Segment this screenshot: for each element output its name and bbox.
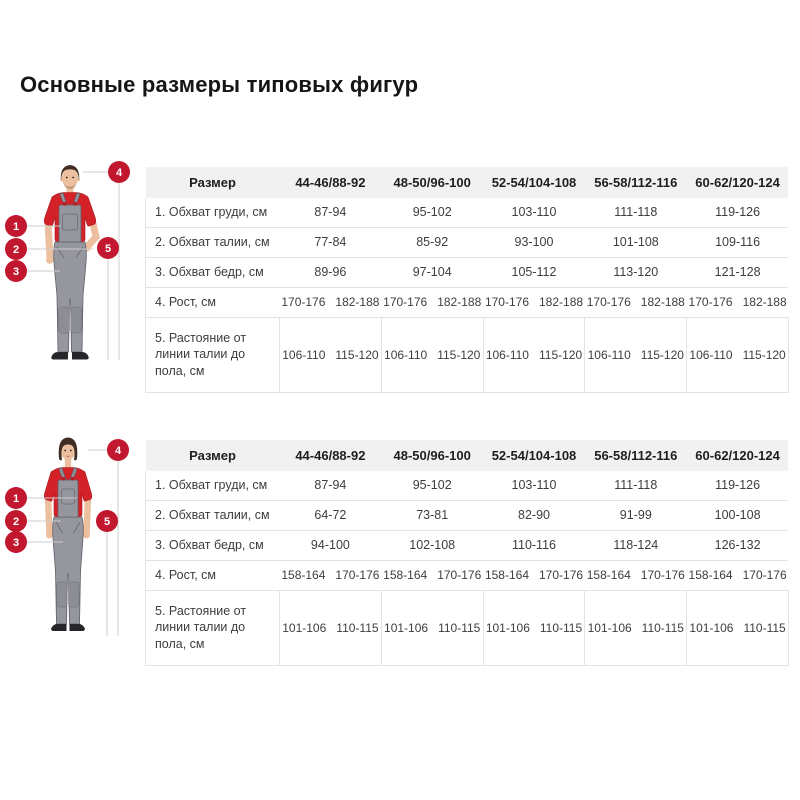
column-header-1: 44-46/88-92	[280, 167, 382, 198]
marker-3	[5, 531, 27, 553]
cell	[483, 287, 585, 317]
page-title: Основные размеры типовых фигур	[20, 72, 419, 97]
right-arm	[87, 498, 89, 533]
cell: 109-116	[687, 227, 789, 257]
height-value-a: 170-176	[688, 295, 733, 310]
women-hips-row	[146, 530, 789, 560]
height-value-b: 182-188	[640, 295, 685, 310]
left-knee-patch	[57, 582, 68, 607]
row-label: 4. Рост, см	[146, 560, 280, 590]
wtf-value-a: 106-110	[384, 347, 428, 362]
cell	[280, 317, 382, 393]
svg-text:4: 4	[115, 167, 123, 179]
height-value-a: 170-176	[586, 295, 631, 310]
left-eye	[66, 177, 68, 179]
woman-figure-drawing	[5, 414, 140, 639]
left-hand	[46, 532, 53, 539]
svg-text:3: 3	[12, 266, 20, 278]
women-figure-illustration	[5, 414, 140, 639]
marker-3	[5, 260, 27, 282]
cell: 111-118	[614, 205, 658, 220]
man-figure	[44, 165, 96, 360]
cell: 103-110	[511, 478, 557, 493]
height-value-b: 182-188	[437, 295, 482, 310]
wtf-value-b: 110-115	[743, 620, 786, 635]
left-strap-clip	[63, 202, 67, 206]
column-header-3: 52-54/104-108	[483, 440, 585, 471]
row-label: 3. Обхват бедр, см	[146, 530, 280, 560]
height-value-a: 170-176	[383, 295, 428, 310]
row-label: 4. Рост, см	[146, 287, 280, 317]
height-value-b: 170-176	[335, 568, 380, 583]
left-eye	[64, 450, 66, 452]
left-arm	[48, 498, 50, 533]
wtf-value-a: 106-110	[282, 347, 326, 362]
cell: 113-120	[585, 257, 687, 287]
cell: 94-100	[280, 530, 382, 560]
svg-text:1: 1	[12, 221, 20, 233]
wtf-value-a: 101-106	[689, 620, 734, 635]
left-shoe	[51, 624, 66, 631]
height-value-b: 182-188	[742, 295, 787, 310]
right-knee-patch	[71, 307, 82, 333]
svg-text:4: 4	[114, 445, 122, 457]
height-value-a: 158-164	[383, 568, 428, 583]
right-shoe	[70, 624, 85, 631]
right-eye	[72, 177, 74, 179]
column-header-1: 44-46/88-92	[280, 440, 382, 471]
cell	[280, 590, 382, 666]
height-value-b: 170-176	[539, 568, 584, 583]
cell	[585, 287, 687, 317]
row-label: 2. Обхват талии, см	[146, 227, 280, 257]
wtf-value-b: 115-120	[335, 347, 379, 362]
men-hips-row	[146, 257, 789, 287]
cell: 119-126	[715, 478, 761, 493]
men-waist-to-floor-row	[146, 317, 789, 393]
women-size-table	[145, 440, 789, 666]
cell	[280, 560, 382, 590]
right-shoe	[72, 352, 89, 360]
cell: 82-90	[483, 500, 585, 530]
row-label: 5. Растояние от линии талии до пола, см	[146, 590, 280, 666]
wtf-value-b: 110-115	[438, 620, 481, 635]
wtf-value-b: 110-115	[539, 620, 583, 635]
right-hand	[83, 532, 90, 539]
marker-5	[96, 510, 118, 532]
cell: 77-84	[280, 227, 382, 257]
wtf-value-b: 115-120	[437, 347, 481, 362]
marker-5	[97, 237, 119, 259]
cell: 95-102	[412, 478, 452, 493]
column-header-size: Размер	[146, 167, 280, 198]
cell: 110-116	[483, 530, 585, 560]
wtf-value-a: 106-110	[587, 347, 631, 362]
left-hand	[46, 256, 54, 264]
row-label: 3. Обхват бедр, см	[146, 257, 280, 287]
cell: 126-132	[687, 530, 789, 560]
cell	[585, 560, 687, 590]
height-value-a: 158-164	[281, 568, 326, 583]
cell: 121-128	[687, 257, 789, 287]
women-height-row	[146, 560, 789, 590]
right-strap-clip	[71, 477, 74, 480]
cell	[483, 560, 585, 590]
cell: 87-94	[314, 478, 347, 493]
height-value-a: 158-164	[484, 568, 529, 583]
svg-text:5: 5	[104, 243, 112, 255]
cell	[381, 317, 483, 393]
cell: 118-124	[585, 530, 687, 560]
wtf-value-b: 115-120	[640, 347, 684, 362]
cell: 87-94	[314, 205, 347, 220]
man-figure-drawing	[5, 141, 140, 366]
cell: 105-112	[483, 257, 585, 287]
height-value-a: 170-176	[484, 295, 529, 310]
cell: 100-108	[687, 500, 789, 530]
men-header-row	[146, 167, 789, 198]
cell	[280, 287, 382, 317]
height-value-b: 170-176	[437, 568, 482, 583]
column-header-3: 52-54/104-108	[483, 167, 585, 198]
cell	[381, 560, 483, 590]
height-value-a: 170-176	[281, 295, 326, 310]
women-chest-row	[146, 471, 789, 500]
cell	[381, 287, 483, 317]
women-waist-to-floor-row	[146, 590, 789, 666]
svg-text:1: 1	[12, 493, 20, 505]
left-strap-clip	[62, 477, 65, 480]
height-value-a: 158-164	[688, 568, 733, 583]
marker-4	[108, 161, 130, 183]
men-size-table	[145, 167, 789, 393]
cell	[585, 590, 687, 666]
marker-1	[5, 215, 27, 237]
wtf-value-a: 101-106	[587, 620, 632, 635]
overall-pants	[54, 242, 87, 352]
cell: 73-81	[381, 500, 483, 530]
wtf-value-a: 106-110	[485, 347, 529, 362]
woman-figure	[44, 438, 92, 632]
column-header-size: Размер	[146, 440, 280, 471]
row-label: 2. Обхват талии, см	[146, 500, 280, 530]
marker-4	[107, 439, 129, 461]
cell: 97-104	[381, 257, 483, 287]
cell	[483, 317, 585, 393]
column-header-4: 56-58/112-116	[585, 167, 687, 198]
cell: 111-118	[614, 478, 658, 493]
height-value-b: 182-188	[335, 295, 380, 310]
overall-pants	[53, 517, 84, 624]
cell	[585, 317, 687, 393]
wtf-value-b: 110-115	[641, 620, 684, 635]
cell: 93-100	[483, 227, 585, 257]
wtf-value-b: 115-120	[538, 347, 583, 362]
right-eye	[70, 450, 72, 452]
right-arm	[87, 223, 96, 247]
cell	[687, 287, 789, 317]
cell	[381, 590, 483, 666]
row-label: 5. Растояние от линии талии до пола, см	[146, 317, 280, 393]
marker-1	[5, 487, 27, 509]
cell: 95-102	[412, 205, 452, 220]
column-header-2: 48-50/96-100	[381, 440, 483, 471]
height-value-b: 170-176	[742, 568, 787, 583]
men-waist-row	[146, 227, 789, 257]
left-knee-patch	[59, 307, 70, 333]
women-waist-row	[146, 500, 789, 530]
cell	[687, 560, 789, 590]
column-header-5: 60-62/120-124	[687, 167, 789, 198]
right-strap-clip	[74, 202, 78, 206]
cell: 85-92	[381, 227, 483, 257]
column-header-2: 48-50/96-100	[381, 167, 483, 198]
men-figure-illustration	[5, 141, 140, 366]
cell: 64-72	[280, 500, 382, 530]
marker-2	[5, 510, 27, 532]
height-value-a: 158-164	[586, 568, 631, 583]
wtf-value-b: 115-120	[742, 347, 786, 362]
wtf-value-b: 110-115	[336, 620, 379, 635]
marker-2	[5, 238, 27, 260]
men-chest-row	[146, 198, 789, 227]
cell: 119-126	[715, 205, 761, 220]
women-header-row	[146, 440, 789, 471]
cell	[687, 317, 789, 393]
row-label: 1. Обхват груди, см	[146, 198, 280, 227]
men-height-row	[146, 287, 789, 317]
svg-text:2: 2	[12, 516, 20, 528]
wtf-value-a: 101-106	[282, 620, 327, 635]
cell: 89-96	[280, 257, 382, 287]
cell: 102-108	[381, 530, 483, 560]
svg-text:5: 5	[103, 516, 111, 528]
cell: 103-110	[511, 205, 557, 220]
height-value-b: 182-188	[539, 295, 584, 310]
wtf-value-a: 101-106	[485, 620, 530, 635]
height-value-b: 170-176	[640, 568, 685, 583]
column-header-5: 60-62/120-124	[687, 440, 789, 471]
row-label: 1. Обхват груди, см	[146, 471, 280, 500]
cell: 101-108	[585, 227, 687, 257]
left-shoe	[51, 352, 68, 360]
wtf-value-a: 101-106	[384, 620, 429, 635]
svg-text:3: 3	[12, 537, 20, 549]
left-arm	[48, 223, 50, 258]
cell	[687, 590, 789, 666]
wtf-value-a: 106-110	[689, 347, 733, 362]
cell	[483, 590, 585, 666]
cell: 91-99	[585, 500, 687, 530]
svg-text:2: 2	[12, 244, 20, 256]
column-header-4: 56-58/112-116	[585, 440, 687, 471]
right-knee-patch	[69, 582, 80, 607]
